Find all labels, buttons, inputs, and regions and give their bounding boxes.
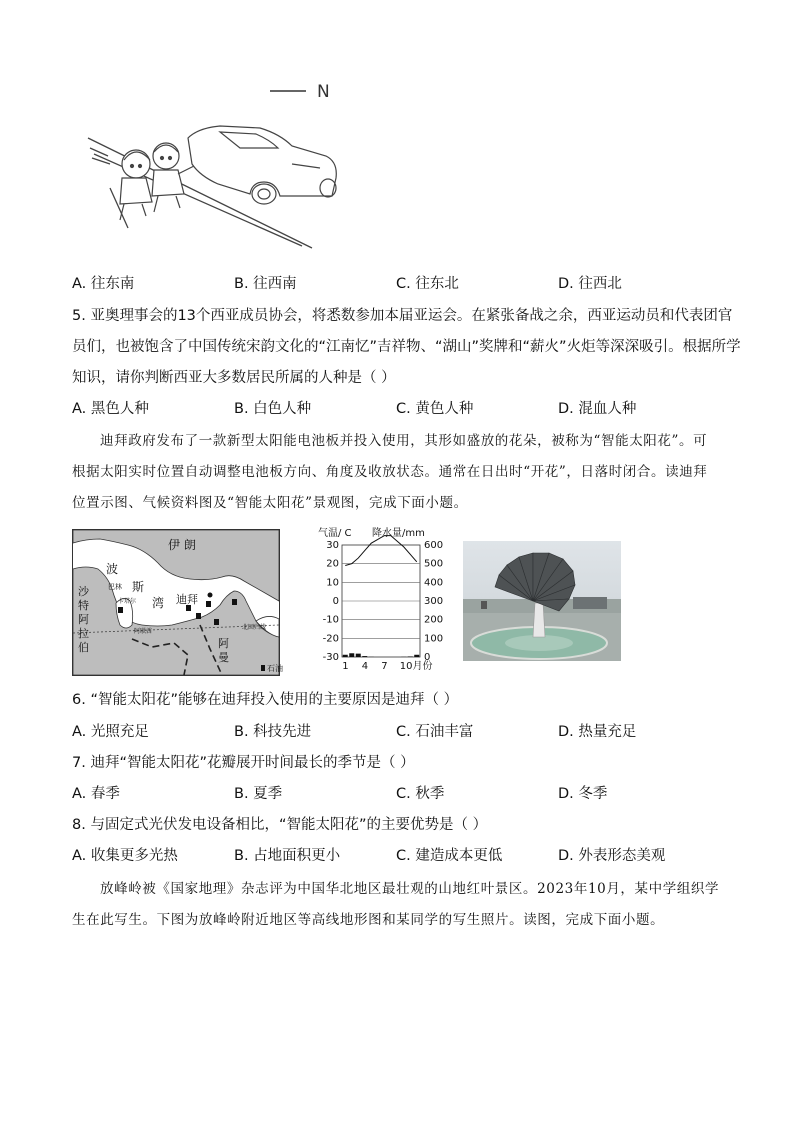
precipitation-bar [343, 655, 348, 657]
map-label-tropic: 北回归线 [242, 624, 267, 631]
month-tick-label: 7 [381, 661, 388, 672]
q6-option-a: A. 光照充足 [72, 724, 149, 740]
children-drawing [120, 143, 194, 220]
passage1-line-1: 迪拜政府发布了一款新型太阳能电池板并投入使用，其形如盛放的花朵，被称为“智能太阳花”。可 [100, 433, 708, 449]
temp-tick-label: -30 [322, 652, 339, 663]
precipitation-bar [414, 655, 419, 657]
passage1-line-2: 根据太阳实时位置自动调整电池板方向、角度及收放状态。通常在日出时“开花”，日落时闭合。读迪拜 [72, 464, 708, 480]
svg-text:沙: 沙 [78, 585, 89, 598]
q6-stem: 6. “智能太阳花”能够在迪拜投入使用的主要原因是迪拜（ ） [72, 692, 459, 708]
q5-stem-line-2: 员们，也被饱含了中国传统宋韵文化的“江南忆”吉祥物、“湖山”奖牌和“薪火”火炬等深深吸引。根据所学 [72, 339, 741, 355]
smart-sunflower-photo [463, 541, 621, 661]
map-label-dubai: 迪拜 [176, 593, 198, 606]
q5-option-a: A. 黑色人种 [72, 401, 149, 417]
map-label-si: 斯 [132, 580, 145, 594]
precip-tick-label: 100 [424, 633, 444, 645]
temp-tick-label: -20 [322, 633, 339, 645]
north-label: N [317, 82, 330, 102]
map-label-qatar: 卡塔尔 [118, 598, 137, 605]
precip-tick-label: 500 [424, 558, 444, 570]
q8-stem: 8. 与固定式光伏发电设备相比，“智能太阳花”的主要优势是（ ） [72, 817, 488, 833]
passage2-line-1: 放峰岭被《国家地理》杂志评为中国华北地区最壮观的山地红叶景区。2023年10月，某中学组织学 [100, 881, 720, 897]
precip-tick-label: 200 [424, 614, 444, 626]
q7-option-d: D. 冬季 [558, 786, 608, 802]
q4-option-a: A. 往东南 [72, 276, 135, 292]
dubai-location-map [72, 529, 310, 677]
svg-text:伯: 伯 [78, 641, 89, 654]
q6-option-d: D. 热量充足 [558, 724, 637, 740]
q8-option-b: B. 占地面积更小 [234, 848, 341, 864]
precip-tick-label: 600 [424, 540, 444, 551]
passage2-line-2: 生在此写生。下图为放峰岭附近地区等高线地形图和某同学的写生照片。读图，完成下面小题。 [72, 912, 665, 928]
q7-stem: 7. 迪拜“智能太阳花”花瓣展开时间最长的季节是（ ） [72, 755, 415, 771]
map-label-saudi [78, 584, 90, 654]
precip-axis-title: 降水量/mm [372, 528, 425, 539]
map-legend-oil: 石油 [267, 664, 283, 673]
temp-tick-label: 30 [326, 540, 339, 551]
precipitation-bar [362, 656, 367, 657]
temp-tick-label: -10 [322, 614, 339, 626]
svg-text:特: 特 [78, 599, 89, 612]
map-label-bo: 波 [106, 562, 119, 576]
q5-option-b: B. 白色人种 [234, 401, 312, 417]
map-legend-oil-symbol [261, 665, 265, 671]
passage1-line-3: 位置示图、气候资料图及“智能太阳花”景观图，完成下面小题。 [72, 495, 468, 511]
children-car-illustration [80, 78, 350, 250]
q8-option-d: D. 外表形态美观 [558, 848, 666, 864]
map-label-oman [218, 637, 229, 664]
map-label-wan: 湾 [152, 596, 165, 610]
temp-axis-title: 气温/ C [318, 528, 352, 539]
q8-option-a: A. 收集更多光热 [72, 848, 178, 864]
q4-option-b: B. 往西南 [234, 276, 297, 292]
map-label-uae: 阿联酋 [134, 628, 153, 635]
q7-option-b: B. 夏季 [234, 786, 283, 802]
map-label-bahrain: 巴林 [108, 583, 122, 591]
q5-stem-line-1: 5. 亚奥理事会的13个西亚成员协会，将悉数参加本届亚运会。在紧张备战之余，西亚运动员和代表团官 [72, 308, 733, 324]
month-tick-label: 4 [361, 661, 369, 672]
q7-option-c: C. 秋季 [396, 786, 445, 802]
svg-text:曼: 曼 [218, 651, 229, 664]
precipitation-bar [408, 656, 413, 657]
precip-tick-label: 400 [424, 577, 444, 589]
q4-option-c: C. 往东北 [396, 276, 459, 292]
svg-text:阿: 阿 [78, 613, 89, 626]
q5-option-d: D. 混血人种 [558, 401, 637, 417]
month-tick-label: 10月份 [399, 661, 433, 672]
q5-stem-line-3: 知识，请你判断西亚大多数居民所属的人种是（ ） [72, 370, 396, 386]
dubai-climate-chart [314, 525, 454, 675]
svg-text:拉: 拉 [78, 627, 89, 640]
precipitation-bar [349, 653, 354, 657]
map-label-iran: 伊 朗 [168, 538, 196, 552]
svg-text:阿: 阿 [218, 637, 229, 650]
q7-option-a: A. 春季 [72, 786, 120, 802]
temp-tick-label: 0 [332, 596, 339, 607]
q4-option-d: D. 往西北 [558, 276, 622, 292]
q6-option-c: C. 石油丰富 [396, 724, 474, 740]
precipitation-bar [356, 654, 361, 657]
q6-option-b: B. 科技先进 [234, 724, 312, 740]
q5-option-c: C. 黄色人种 [396, 401, 474, 417]
precip-tick-label: 300 [424, 596, 444, 607]
q8-option-c: C. 建造成本更低 [396, 848, 503, 864]
precip-tick-label: 0 [424, 652, 431, 663]
month-tick-label: 1 [342, 661, 349, 672]
car-drawing [188, 126, 336, 204]
temperature-line [345, 536, 417, 566]
temp-tick-label: 10 [326, 577, 339, 589]
temp-tick-label: 20 [326, 558, 339, 570]
